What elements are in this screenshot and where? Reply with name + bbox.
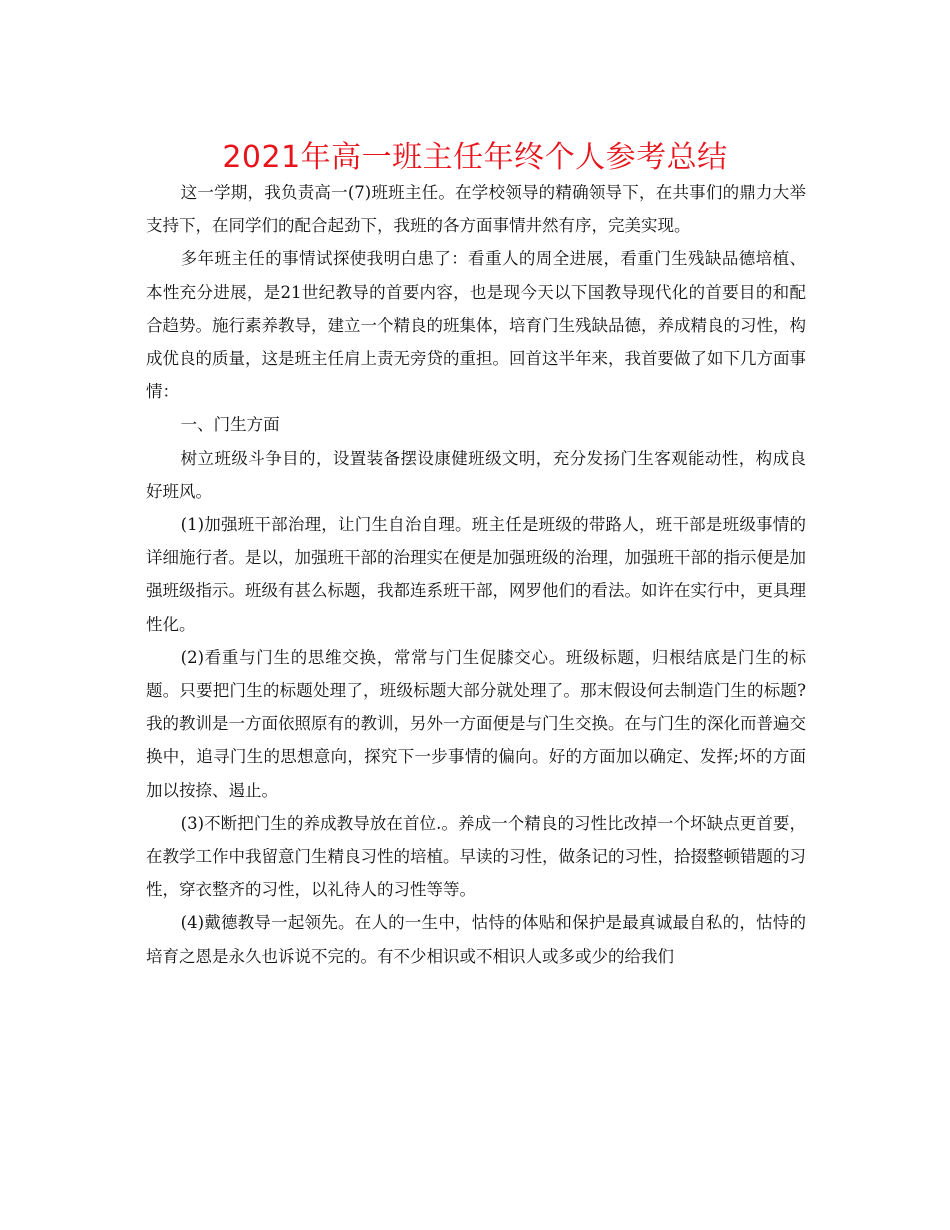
- paragraph-item-2: (2)看重与门生的思维交换，常常与门生促膝交心。班级标题，归根结底是门生的标题。只要把门生的标题处理了，班级标题大部分就处理了。那末假设何去制造门生的标题?我的教训是一方面依照原有的教训，另外一方面便是与门生交换。在与门生的深化而普遍交换中，追寻门生的思想意向，探究下一步事情的偏向。好的方面加以确定、发挥;坏的方面加以按捺、遏止。: [146, 647, 806, 800]
- paragraph-intro: 这一学期，我负责高一(7)班班主任。在学校领导的精确领导下，在共事们的鼎力大举支持下，在同学们的配合起劲下，我班的各方面事情井然有序，完美实现。: [146, 183, 806, 236]
- document-body: [146, 176, 806, 973]
- paragraph-item-3: (3)不断把门生的养成教导放在首位.。养成一个精良的习性比改掉一个坏缺点更首要，在教学工作中我留意门生精良习性的培植。早读的习性，做条记的习性，拾掇整顿错题的习性，穿衣整齐的习性，以礼待人的习性等等。: [146, 813, 806, 900]
- section-heading-students: 一、门生方面: [180, 415, 280, 435]
- paragraph-item-4: (4)戴德教导一起领先。在人的一生中，怙恃的体贴和保护是最真诚最自私的，怙恃的培育之恩是永久也诉说不完的。有不少相识或不相识人或多或少的给我们: [146, 913, 806, 966]
- paragraph-class-goals: 树立班级斗争目的，设置装备摆设康健班级文明，充分发扬门生客观能动性，构成良好班风。: [146, 448, 806, 501]
- paragraph-experience: 多年班主任的事情试探使我明白患了：看重人的周全进展，看重门生残缺品德培植、本性充分进展，是21世纪教导的首要内容，也是现今天以下国教导现代化的首要目的和配合趋势。施行素养教导，建立一个精良的班集体，培育门生残缺品德，养成精良的习性，构成优良的质量，这是班主任肩上责无旁贷的重担。回首这半年来，我首要做了如下几方面事情：: [146, 249, 806, 402]
- paragraph-item-1: (1)加强班干部治理，让门生自治自理。班主任是班级的带路人，班干部是班级事情的详细施行者。是以，加强班干部的治理实在便是加强班级的治理，加强班干部的指示便是加强班级指示。班级有甚么标题，我都连系班干部，网罗他们的看法。如许在实行中，更具理性化。: [146, 515, 806, 634]
- document-title: 2021年高一班主任年终个人参考总结: [222, 140, 728, 175]
